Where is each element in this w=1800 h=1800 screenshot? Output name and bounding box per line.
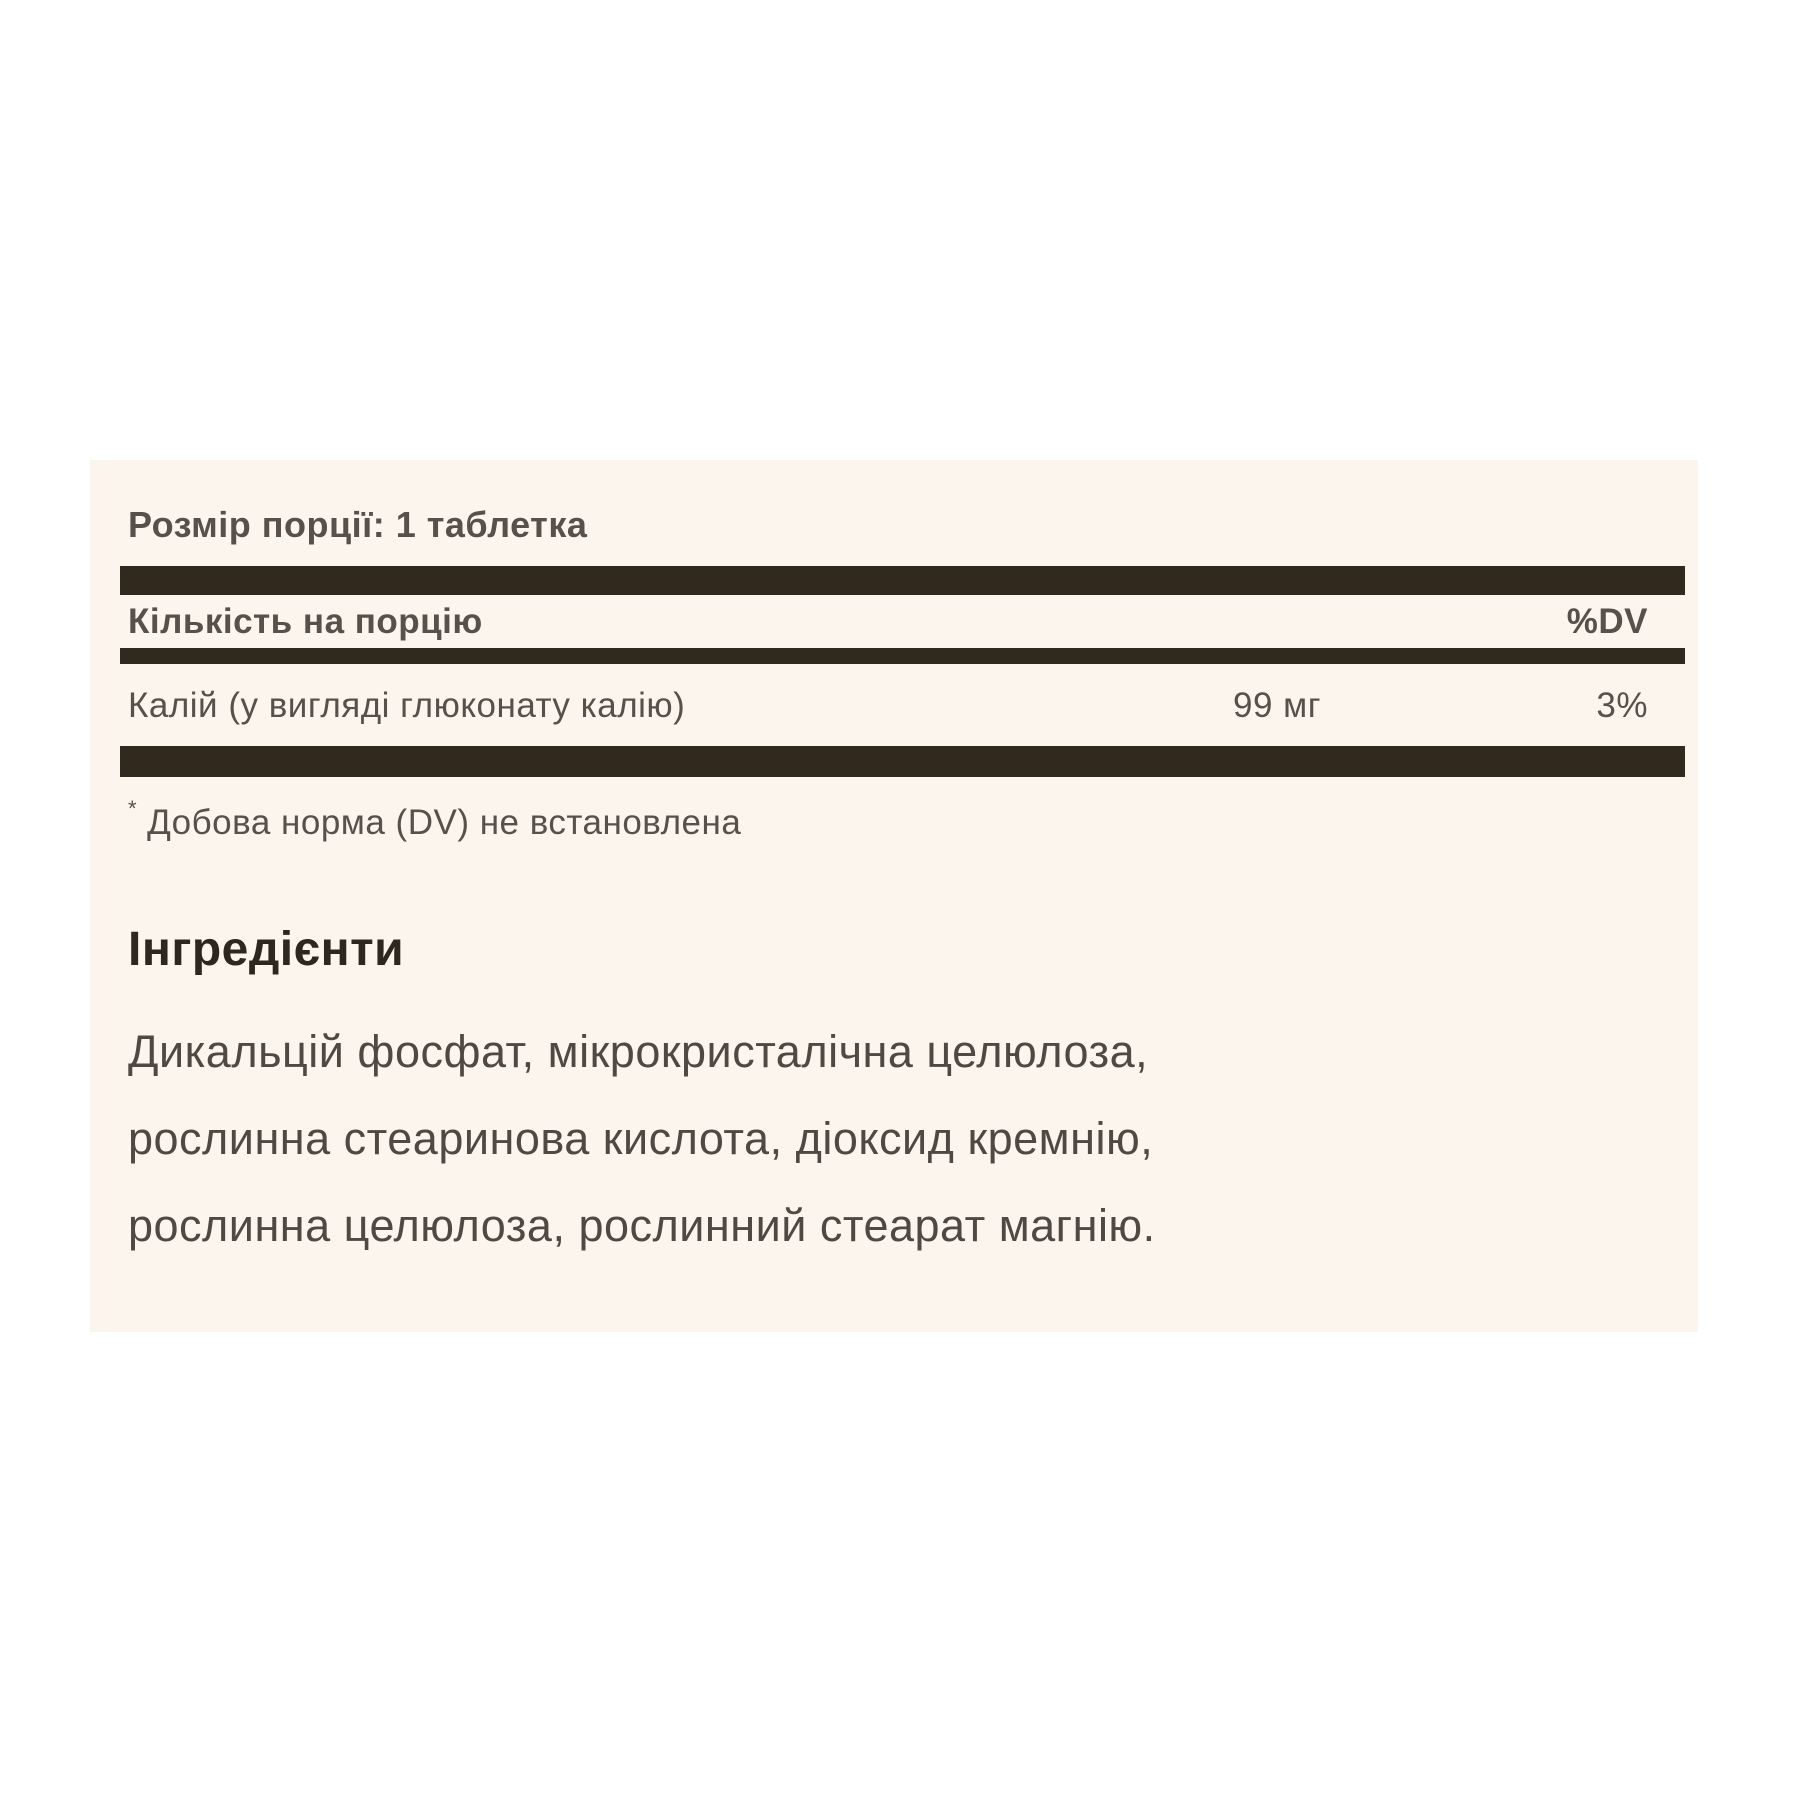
table-header-row bbox=[128, 602, 1648, 646]
serving-size-text: Розмір порції: 1 таблетка bbox=[128, 504, 588, 545]
footnote-asterisk: * bbox=[128, 796, 138, 821]
nutrient-daily-value: 3% bbox=[1596, 686, 1648, 725]
daily-value-label: %DV bbox=[1566, 602, 1648, 641]
ingredients-line-1: Дикальцій фосфат, мікрокристалічна целюлоза, bbox=[128, 1026, 1149, 1077]
ingredients-heading: Інгредієнти bbox=[128, 923, 405, 976]
daily-value-footnote bbox=[128, 796, 741, 843]
footnote-text: Добова норма (DV) не встановлена bbox=[147, 803, 742, 842]
divider-bar-middle bbox=[120, 648, 1685, 664]
ingredients-line-2: рослинна стеаринова кислота, діоксид кремнію, bbox=[128, 1113, 1154, 1164]
divider-bar-top bbox=[120, 566, 1685, 595]
nutrient-row bbox=[128, 686, 1648, 730]
supplement-facts-panel bbox=[90, 460, 1698, 1332]
nutrient-name: Калій (у вигляді глюконату калію) bbox=[128, 686, 686, 725]
ingredients-paragraph bbox=[128, 1008, 1156, 1269]
nutrient-amount: 99 мг bbox=[1233, 686, 1321, 725]
ingredients-line-3: рослинна целюлоза, рослинний стеарат магнію. bbox=[128, 1200, 1156, 1251]
amount-per-serving-label: Кількість на порцію bbox=[128, 602, 483, 641]
divider-bar-bottom bbox=[120, 746, 1685, 777]
